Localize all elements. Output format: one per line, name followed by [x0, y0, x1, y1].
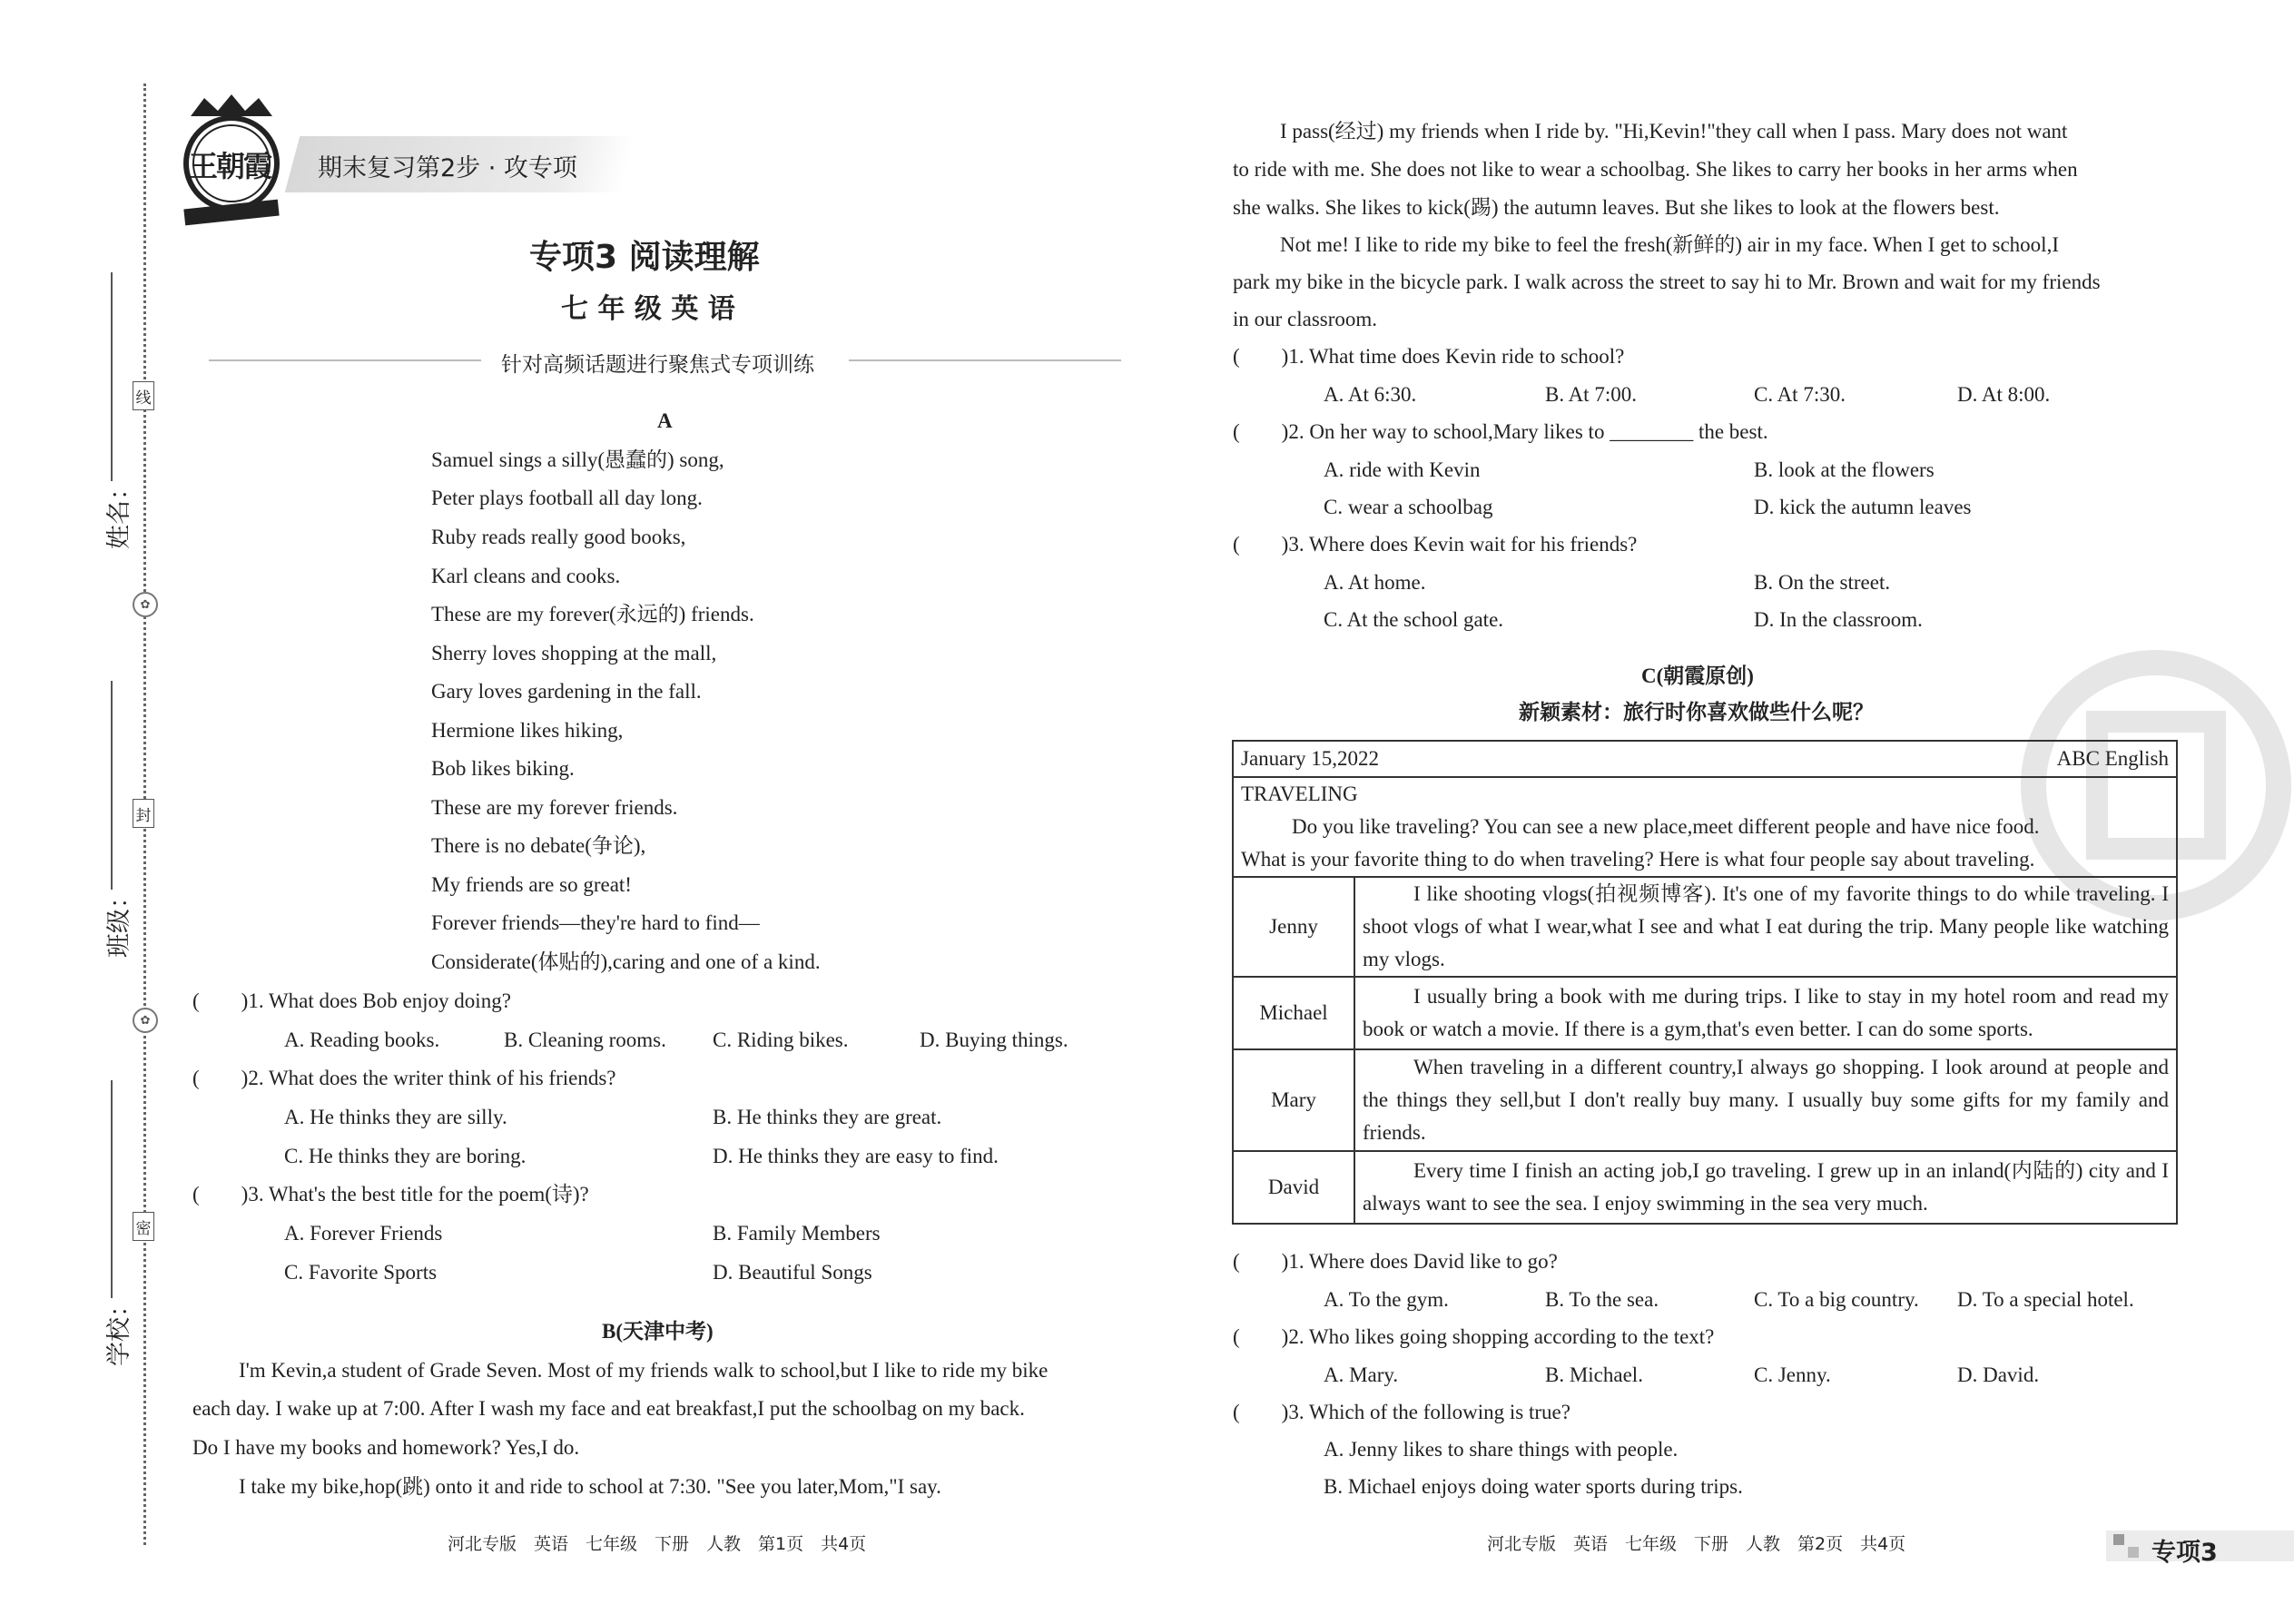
question-a3[interactable]: ( )3. What's the best title for the poem(诗)?	[192, 1183, 589, 1206]
page-title: 专项3 阅读理解	[529, 239, 760, 276]
question-c3[interactable]: ( )3. Which of the following is true?	[1233, 1401, 1570, 1423]
footer-left: 河北专版 英语 七年级 下册 人教 第1页 共4页	[448, 1534, 867, 1554]
passage-line: in our classroom.	[1233, 308, 1378, 330]
table-intro: What is your favorite thing to do when traveling? Here is what four people say about traveling.	[1241, 848, 2035, 871]
option[interactable]: A. ride with Kevin	[1324, 458, 1481, 481]
poem-line: Considerate(体贴的),caring and one of a kind.	[431, 950, 821, 973]
option[interactable]: C. Favorite Sports	[284, 1261, 438, 1284]
option[interactable]: D. At 8:00.	[1957, 383, 2051, 406]
ornament-icon: ✿	[133, 592, 158, 617]
poem-line: These are my forever friends.	[431, 796, 678, 819]
section-b-label: B(天津中考)	[602, 1320, 714, 1343]
table-heading: TRAVELING	[1241, 782, 1358, 805]
question-b3[interactable]: ( )3. Where does Kevin wait for his friends?	[1233, 533, 1638, 556]
option[interactable]: C. wear a schoolbag	[1324, 496, 1493, 518]
poem-line: Hermione likes hiking,	[431, 719, 624, 742]
school-field-line[interactable]	[111, 1080, 113, 1298]
option[interactable]: C. Riding bikes.	[713, 1029, 849, 1051]
option[interactable]: C. At 7:30.	[1754, 383, 1846, 406]
section-c-subtitle: 新颖素材：旅行时你喜欢做些什么呢？	[1519, 701, 1874, 724]
table-row	[1233, 977, 2177, 1049]
option[interactable]: A. Forever Friends	[284, 1222, 443, 1245]
page-subtitle: 七 年 级 英 语	[561, 293, 735, 325]
option[interactable]: D. David.	[1957, 1363, 2040, 1386]
poem-line: Forever friends—they're hard to find—	[431, 911, 760, 934]
name-field-line[interactable]	[111, 272, 113, 481]
question-c2[interactable]: ( )2. Who likes going shopping according to the text?	[1233, 1325, 1715, 1348]
logo-text: 王朝霞	[189, 149, 271, 183]
passage-line: she walks. She likes to kick(踢) the autumn leaves. But she likes to look at the flowers best.	[1233, 196, 2000, 219]
passage-line: Not me! I like to ride my bike to feel the fresh(新鲜的) air in my face. When I get to school,I	[1280, 233, 2059, 256]
class-label: 班级：	[105, 884, 133, 958]
option[interactable]: A. He thinks they are silly.	[284, 1106, 507, 1128]
person-text: I usually bring a book with me during trips. I like to stay in my hotel room and read my book or watch a movie. If there is a gym,that's even better. I can do some sports.	[1354, 977, 2177, 1049]
option[interactable]: D. Buying things.	[920, 1029, 1068, 1051]
passage-line: each day. I wake up at 7:00. After I wash my face and eat breakfast,I put the schoolbag on my back.	[192, 1397, 1025, 1420]
option[interactable]: B. Cleaning rooms.	[504, 1029, 666, 1051]
passage-line: park my bike in the bicycle park. I walk across the street to say hi to Mr. Brown and wait for my friends	[1233, 271, 2101, 293]
person-text: When traveling in a different country,I always go shopping. I look around at people and the things they sell,but I don't really buy many. I usually buy some gifts for my family and friends.	[1354, 1049, 2177, 1151]
passage-line: I'm Kevin,a student of Grade Seven. Most of my friends walk to school,but I like to ride my bike	[239, 1359, 1049, 1382]
table-date: January 15,2022	[1241, 747, 1380, 770]
poem-line: Sherry loves shopping at the mall,	[431, 642, 717, 664]
person-text: Every time I finish an acting job,I go traveling. I grew up in an inland(内陆的) city and I always want to see the sea. I enjoy swimming in the sea very much.	[1354, 1151, 2177, 1224]
section-a-label: A	[657, 409, 673, 432]
table-row	[1233, 1049, 2177, 1151]
person-name: Michael	[1233, 977, 1354, 1049]
option[interactable]: D. In the classroom.	[1754, 608, 1923, 631]
tab-block-icon	[2113, 1534, 2124, 1545]
option[interactable]: C. To a big country.	[1754, 1288, 1919, 1311]
poem-line: Ruby reads really good books,	[431, 526, 686, 548]
section-tab-label: 专项3	[2151, 1539, 2218, 1567]
table-row	[1233, 1151, 2177, 1224]
poem-line: My friends are so great!	[431, 873, 632, 896]
option[interactable]: A. At 6:30.	[1324, 383, 1417, 406]
table-row	[1233, 877, 2177, 977]
person-name: Mary	[1233, 1049, 1354, 1151]
seal-mark-secret: 密	[133, 1212, 154, 1241]
tagline: 针对高频话题进行聚焦式专项训练	[501, 353, 814, 377]
poem-line: Bob likes biking.	[431, 757, 575, 780]
table-intro: Do you like traveling? You can see a new place,meet different people and have nice food.	[1292, 815, 2040, 838]
option[interactable]: B. Michael.	[1545, 1363, 1643, 1386]
seal-mark-seal: 封	[133, 799, 154, 828]
option[interactable]: B. He thinks they are great.	[713, 1106, 942, 1128]
option[interactable]: B. At 7:00.	[1545, 383, 1637, 406]
passage-line: I take my bike,hop(跳) onto it and ride to school at 7:30. "See you later,Mom,"I say.	[239, 1475, 941, 1498]
tab-block-icon	[2128, 1547, 2139, 1558]
question-a2[interactable]: ( )2. What does the writer think of his friends?	[192, 1067, 616, 1089]
poem-line: Gary loves gardening in the fall.	[431, 680, 702, 703]
option[interactable]: D. To a special hotel.	[1957, 1288, 2134, 1311]
option[interactable]: D. Beautiful Songs	[713, 1261, 872, 1284]
travel-table	[1232, 740, 2178, 1225]
poem-line: Samuel sings a silly(愚蠢的) song,	[431, 448, 724, 471]
poem-line: Peter plays football all day long.	[431, 487, 703, 509]
passage-line: I pass(经过) my friends when I ride by. "Hi,Kevin!"they call when I pass. Mary does not want	[1280, 120, 2068, 143]
banner-text: 期末复习第2步 · 攻专项	[318, 154, 577, 182]
person-text: I like shooting vlogs(拍视频博客). It's one of my favorite things to do while traveling. I shoot vlogs of what I wear,what I see and what I eat during the trip. Many people like watching my vlogs.	[1354, 877, 2177, 977]
option[interactable]: A. At home.	[1324, 571, 1426, 594]
table-source: ABC English	[2056, 747, 2169, 770]
question-b2[interactable]: ( )2. On her way to school,Mary likes to ________ the best.	[1233, 420, 1768, 443]
option[interactable]: D. He thinks they are easy to find.	[713, 1145, 999, 1167]
option[interactable]: A. To the gym.	[1324, 1288, 1449, 1311]
divider-right	[849, 359, 1121, 361]
seal-mark-line: 线	[133, 381, 154, 410]
option[interactable]: B. Michael enjoys doing water sports during trips.	[1324, 1475, 1743, 1498]
option[interactable]: A. Mary.	[1324, 1363, 1399, 1386]
option[interactable]: D. kick the autumn leaves	[1754, 496, 1972, 518]
poem-line: There is no debate(争论),	[431, 834, 646, 857]
question-a1[interactable]: ( )1. What does Bob enjoy doing?	[192, 989, 511, 1012]
school-label: 学校：	[105, 1293, 133, 1366]
person-name: Jenny	[1233, 877, 1354, 977]
question-b1[interactable]: ( )1. What time does Kevin ride to school?	[1233, 345, 1625, 368]
footer-right: 河北专版 英语 七年级 下册 人教 第2页 共4页	[1487, 1534, 1906, 1554]
section-c-label: C(朝霞原创)	[1641, 664, 1754, 687]
divider-left	[209, 359, 481, 361]
poem-line: These are my forever(永远的) friends.	[431, 603, 754, 625]
option[interactable]: C. Jenny.	[1754, 1363, 1831, 1386]
class-field-line[interactable]	[111, 681, 113, 890]
option[interactable]: B. look at the flowers	[1754, 458, 1935, 481]
poem-line: Karl cleans and cooks.	[431, 565, 621, 587]
option[interactable]: B. Family Members	[713, 1222, 881, 1245]
option[interactable]: B. On the street.	[1754, 571, 1891, 594]
person-name: David	[1233, 1151, 1354, 1224]
option[interactable]: A. Reading books.	[284, 1029, 440, 1051]
ornament-icon: ✿	[133, 1008, 158, 1033]
option[interactable]: C. He thinks they are boring.	[284, 1145, 527, 1167]
question-c1[interactable]: ( )1. Where does David like to go?	[1233, 1250, 1558, 1273]
option[interactable]: A. Jenny likes to share things with people.	[1324, 1438, 1679, 1461]
option[interactable]: B. To the sea.	[1545, 1288, 1659, 1311]
name-label: 姓名：	[105, 476, 133, 549]
passage-line: Do I have my books and homework? Yes,I do.	[192, 1436, 580, 1459]
passage-line: to ride with me. She does not like to wear a schoolbag. She likes to carry her books in her arms when	[1233, 158, 2078, 181]
option[interactable]: C. At the school gate.	[1324, 608, 1504, 631]
